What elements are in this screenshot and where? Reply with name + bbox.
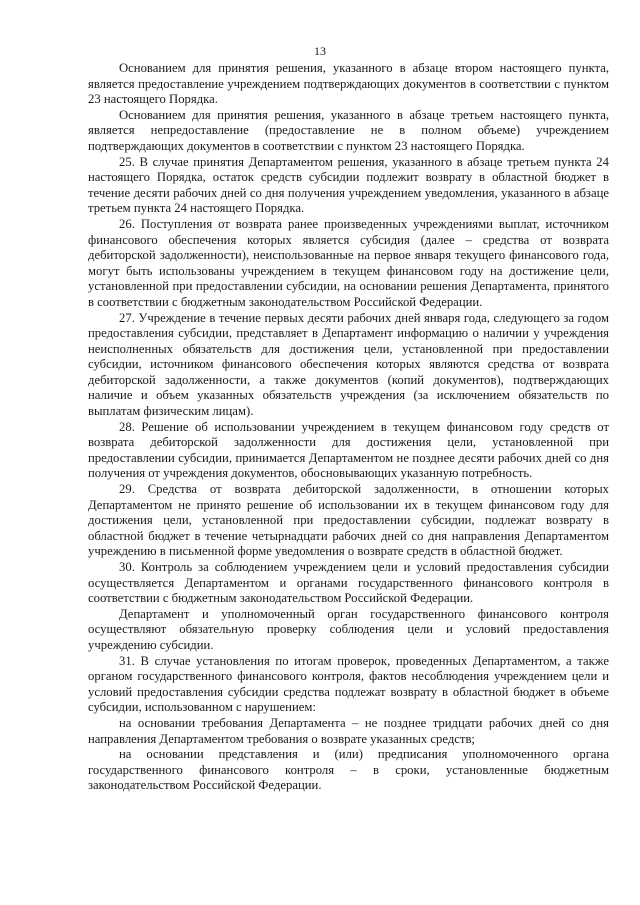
paragraph-item-26: 26. Поступления от возврата ранее произведенных учреждениями выплат, источником финансового обеспечения которых является субсидия (далее – средства от возврата дебиторской задолженности), неиспользованные на первое января текущего финансового года, могут быть использованы учреждением в текущем финансовом году на достижение цели, установленной при предоставлении субсидии, на основании решения Департамента, принятого в соответствии с бюджетным законодательством Российской Федерации.: [88, 216, 609, 309]
paragraph: на основании требования Департамента – не позднее тридцати рабочих дней со дня направления Департаментом требования о возврате указанных средств;: [88, 715, 609, 746]
page-number: 13: [314, 44, 326, 58]
paragraph: Департамент и уполномоченный орган государственного финансового контроля осуществляют обязательную проверку соблюдения цели и условий предоставления учреждению субсидии.: [88, 606, 609, 652]
paragraph-item-28: 28. Решение об использовании учреждением в текущем финансовом году средств от возврата дебиторской задолженности для достижения цели, установленной при предоставлении субсидии, принимается Департаментом не позднее десяти рабочих дней со дня получения от учреждения документов, обосновывающих указанную потребность.: [88, 419, 609, 481]
paragraph: Основанием для принятия решения, указанного в абзаце третьем настоящего пункта, является непредоставление (предоставление не в полном объеме) учреждением подтверждающих документов в соответствии с пунктом 23 настоящего Порядка.: [88, 107, 609, 153]
paragraph-item-31: 31. В случае установления по итогам проверок, проведенных Департаментом, а также органом государственного финансового контроля, фактов несоблюдения учреждением цели и условий предоставления субсидии средства подлежат возврату в областной бюджет в объеме субсидии, использованном с нарушением:: [88, 653, 609, 715]
document-body: [88, 61, 609, 794]
paragraph-item-25: 25. В случае принятия Департаментом решения, указанного в абзаце третьем пункта 24 настоящего Порядка, остаток средств субсидии подлежит возврату в областной бюджет в течение десяти рабочих дней со дня получения учреждением уведомления, указанного в абзаце третьем пункта 24 настоящего Порядка.: [88, 154, 609, 216]
paragraph-item-29: 29. Средства от возврата дебиторской задолженности, в отношении которых Департаментом не принято решение об использовании их в текущем финансовом году для достижения цели, установленной при предоставлении субсидии, подлежат возврату в областной бюджет в течение четырнадцати рабочих дней со дня направления Департаментом учреждению в письменной форме уведомления о возврате средств в областной бюджет.: [88, 482, 609, 559]
paragraph: Основанием для принятия решения, указанного в абзаце втором настоящего пункта, является предоставление учреждением подтверждающих документов в соответствии с пунктом 23 настоящего Порядка.: [88, 61, 609, 107]
paragraph-item-27: 27. Учреждение в течение первых десяти рабочих дней января года, следующего за годом предоставления субсидии, представляет в Департамент информацию о наличии у учреждения неисполненных обязательств для достижения цели, установленной при предоставлении субсидии, источником финансового обеспечения которых являются средства от возврата дебиторской задолженности, а также документов (копий документов), подтверждающих наличие и объем указанных обязательств учреждения (за исключением обязательств по выплатам физическим лицам).: [88, 310, 609, 419]
paragraph-item-30: 30. Контроль за соблюдением учреждением цели и условий предоставления субсидии осуществляется Департаментом и органами государственного финансового контроля в соответствии с бюджетным законодательством Российской Федерации.: [88, 560, 609, 606]
paragraph: на основании представления и (или) предписания уполномоченного органа государственного финансового контроля – в сроки, установленные бюджетным законодательством Российской Федерации.: [88, 747, 609, 793]
